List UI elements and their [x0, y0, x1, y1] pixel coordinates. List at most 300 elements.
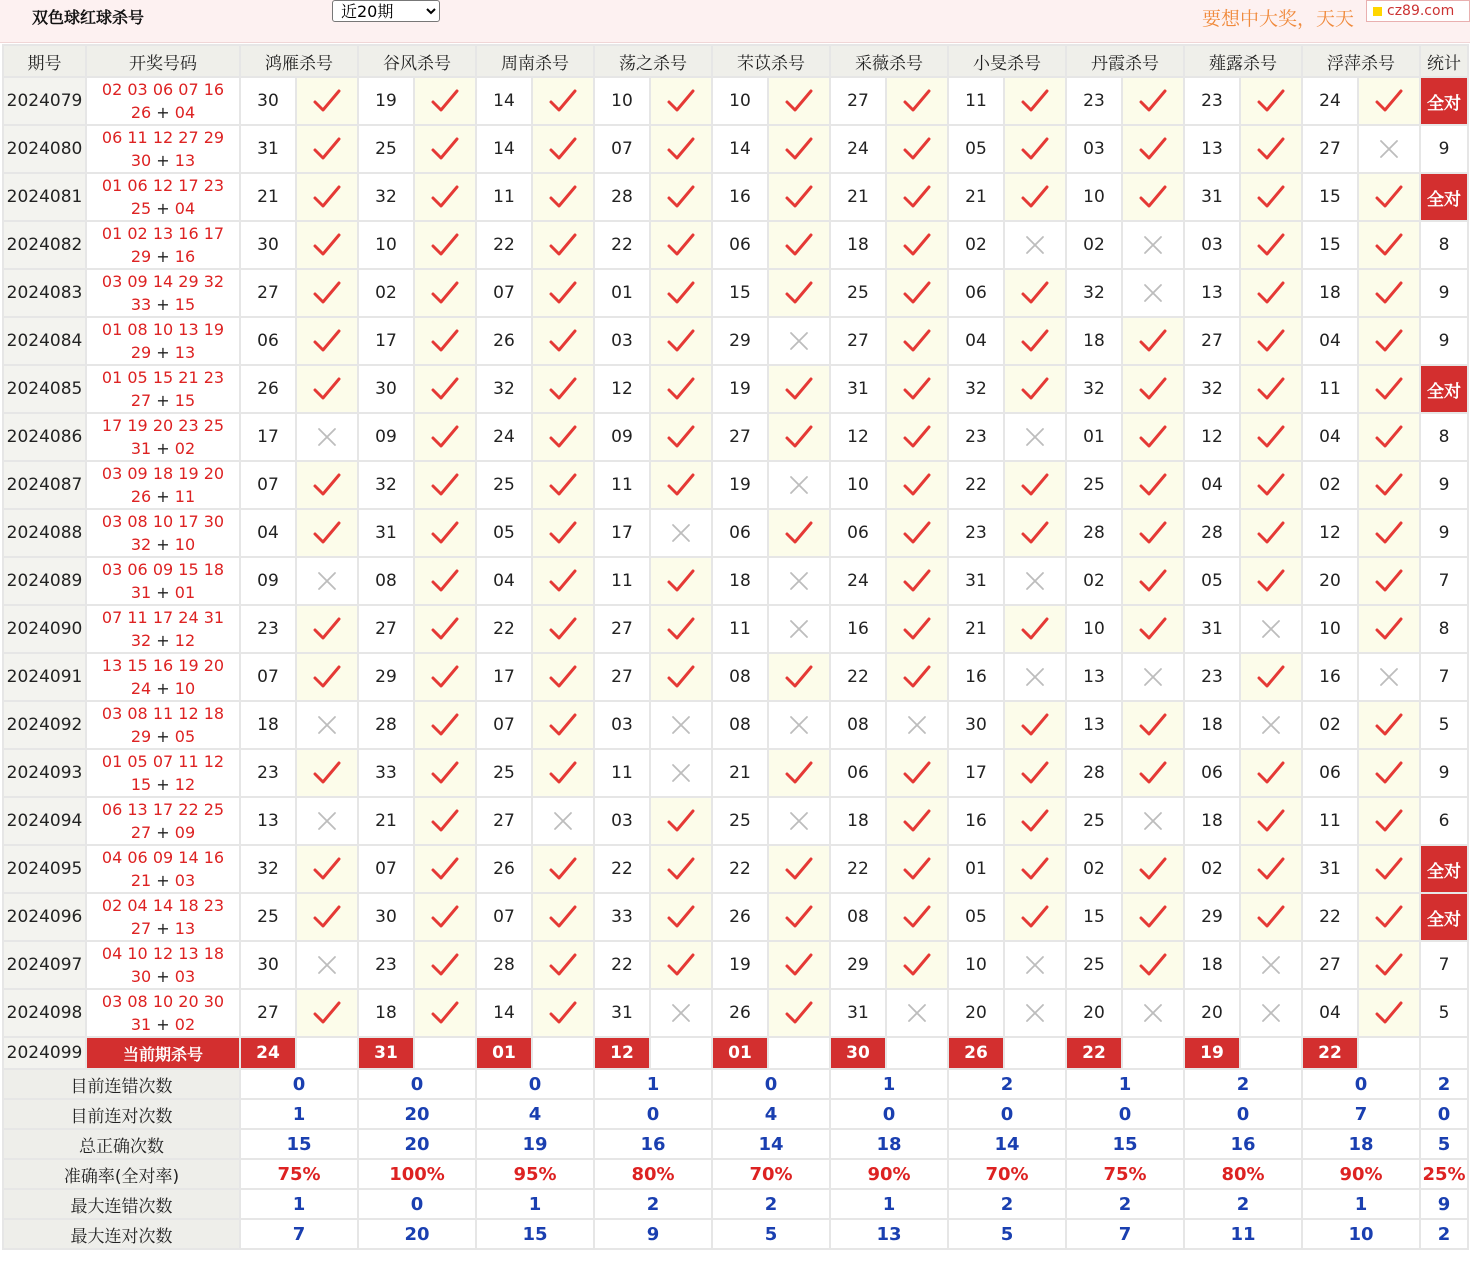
summary-value: 1	[830, 1189, 948, 1219]
check-mark-icon	[1004, 173, 1066, 221]
check-mark-icon	[1122, 749, 1184, 797]
kill-number: 31	[948, 557, 1004, 605]
check-mark-icon	[532, 989, 594, 1037]
plus-separator: +	[151, 439, 175, 458]
kill-number: 18	[1184, 941, 1240, 989]
check-mark-icon	[1122, 941, 1184, 989]
summary-label: 总正确次数	[3, 1129, 240, 1159]
check-mark-icon	[886, 221, 948, 269]
kill-number: 12	[1184, 413, 1240, 461]
summary-value: 0	[594, 1099, 712, 1129]
check-mark-icon	[650, 653, 712, 701]
summary-value: 70%	[712, 1159, 830, 1189]
check-mark-icon	[414, 509, 476, 557]
kill-number: 17	[948, 749, 1004, 797]
table-row	[3, 749, 1468, 797]
empty-cell	[650, 1037, 712, 1069]
check-mark-icon	[532, 125, 594, 173]
current-kill-number: 01	[712, 1037, 768, 1069]
check-mark-icon	[886, 749, 948, 797]
kill-number: 11	[1302, 365, 1358, 413]
issue-number: 2024079	[3, 77, 86, 125]
current-kill-label: 当前期杀号	[86, 1037, 240, 1069]
check-mark-icon	[414, 701, 476, 749]
summary-value: 1	[240, 1099, 358, 1129]
all-correct-badge: 全对	[1420, 845, 1468, 893]
check-mark-icon	[1004, 269, 1066, 317]
check-mark-icon	[650, 845, 712, 893]
blue-ball: 15	[174, 391, 196, 410]
column-header: 统计	[1420, 45, 1468, 77]
red-balls-line1: 02 03 06 07 16	[101, 80, 225, 99]
summary-value: 90%	[1302, 1159, 1420, 1189]
correct-count: 7	[1420, 557, 1468, 605]
summary-value: 0	[358, 1189, 476, 1219]
cross-mark-icon	[1240, 941, 1302, 989]
kill-number: 31	[594, 989, 650, 1037]
kill-number: 02	[1066, 845, 1122, 893]
table-row	[3, 77, 1468, 125]
cross-mark-icon	[768, 317, 830, 365]
empty-cell	[1122, 1037, 1184, 1069]
kill-number: 23	[948, 413, 1004, 461]
red-balls-line1: 01 05 07 11 12	[101, 752, 225, 771]
table-body	[3, 77, 1468, 1249]
plus-separator: +	[151, 487, 175, 506]
page-title: 双色球红球杀号	[32, 8, 145, 27]
kill-number: 01	[948, 845, 1004, 893]
check-mark-icon	[886, 413, 948, 461]
check-mark-icon	[1004, 845, 1066, 893]
cross-mark-icon	[296, 701, 358, 749]
current-kill-number: 30	[830, 1037, 886, 1069]
check-mark-icon	[296, 269, 358, 317]
kill-number: 22	[476, 221, 532, 269]
check-mark-icon	[1122, 173, 1184, 221]
summary-value: 80%	[1184, 1159, 1302, 1189]
correct-count: 9	[1420, 461, 1468, 509]
check-mark-icon	[1358, 701, 1420, 749]
draw-numbers	[86, 989, 240, 1037]
blue-ball: 15	[174, 295, 196, 314]
check-mark-icon	[1122, 317, 1184, 365]
issue-number: 2024089	[3, 557, 86, 605]
check-mark-icon	[886, 605, 948, 653]
correct-count: 5	[1420, 701, 1468, 749]
check-mark-icon	[532, 509, 594, 557]
kill-number: 17	[358, 317, 414, 365]
correct-count: 6	[1420, 797, 1468, 845]
plus-separator: +	[151, 679, 175, 698]
check-mark-icon	[414, 269, 476, 317]
red-balls-line1: 17 19 20 23 25	[101, 416, 225, 435]
check-mark-icon	[532, 221, 594, 269]
check-mark-icon	[296, 317, 358, 365]
check-mark-icon	[650, 893, 712, 941]
kill-number: 22	[594, 845, 650, 893]
plus-separator: +	[151, 823, 175, 842]
blue-ball: 03	[174, 871, 196, 890]
kill-number: 06	[712, 221, 768, 269]
correct-count: 9	[1420, 509, 1468, 557]
check-mark-icon	[650, 413, 712, 461]
check-mark-icon	[768, 893, 830, 941]
current-kill-number: 22	[1302, 1037, 1358, 1069]
kill-number: 03	[594, 701, 650, 749]
kill-number: 24	[830, 125, 886, 173]
check-mark-icon	[1004, 461, 1066, 509]
check-mark-icon	[296, 173, 358, 221]
badge-dot-icon	[1373, 7, 1382, 16]
check-mark-icon	[1240, 893, 1302, 941]
slogan-text: 要想中大奖，天天	[1202, 8, 1355, 30]
kill-number: 16	[1302, 653, 1358, 701]
red-balls-line2: 30	[130, 151, 152, 170]
plus-separator: +	[151, 583, 175, 602]
kill-number: 22	[1302, 893, 1358, 941]
kill-number: 04	[1184, 461, 1240, 509]
summary-total: 2	[1420, 1069, 1468, 1099]
blue-ball: 13	[174, 343, 196, 362]
kill-number: 32	[358, 173, 414, 221]
check-mark-icon	[1240, 365, 1302, 413]
plus-separator: +	[151, 199, 175, 218]
summary-value: 10	[1302, 1219, 1420, 1249]
red-balls-line2: 15	[130, 775, 152, 794]
table-row	[3, 845, 1468, 893]
cross-mark-icon	[768, 701, 830, 749]
red-balls-line1: 03 09 18 19 20	[101, 464, 225, 483]
check-mark-icon	[296, 845, 358, 893]
kill-number: 14	[476, 989, 532, 1037]
red-balls-line1: 03 08 10 20 30	[101, 992, 225, 1011]
cross-mark-icon	[1358, 125, 1420, 173]
kill-number: 05	[948, 125, 1004, 173]
summary-value: 2	[948, 1189, 1066, 1219]
kill-number: 13	[1184, 125, 1240, 173]
plus-separator: +	[151, 535, 175, 554]
table-row	[3, 125, 1468, 173]
correct-count: 7	[1420, 653, 1468, 701]
summary-value: 14	[948, 1129, 1066, 1159]
check-mark-icon	[1358, 317, 1420, 365]
kill-number: 30	[358, 893, 414, 941]
issue-number: 2024086	[3, 413, 86, 461]
kill-number: 10	[948, 941, 1004, 989]
kill-number: 02	[1066, 221, 1122, 269]
kill-number: 27	[240, 989, 296, 1037]
blue-ball: 11	[174, 487, 196, 506]
kill-number: 26	[240, 365, 296, 413]
all-correct-badge: 全对	[1420, 893, 1468, 941]
summary-value: 0	[830, 1099, 948, 1129]
summary-label: 最大连对次数	[3, 1219, 240, 1249]
kill-number: 18	[712, 557, 768, 605]
kill-number: 19	[358, 77, 414, 125]
kill-number: 28	[476, 941, 532, 989]
check-mark-icon	[532, 317, 594, 365]
check-mark-icon	[532, 173, 594, 221]
check-mark-icon	[1358, 221, 1420, 269]
check-mark-icon	[768, 941, 830, 989]
summary-value: 18	[1302, 1129, 1420, 1159]
kill-number: 28	[1184, 509, 1240, 557]
red-balls-line2: 32	[130, 631, 152, 650]
summary-value: 0	[712, 1069, 830, 1099]
kill-number: 06	[240, 317, 296, 365]
summary-value: 70%	[948, 1159, 1066, 1189]
check-mark-icon	[1004, 797, 1066, 845]
summary-row	[3, 1159, 1468, 1189]
column-header: 期号	[3, 45, 86, 77]
check-mark-icon	[1122, 701, 1184, 749]
column-header: 丹霞杀号	[1066, 45, 1184, 77]
current-issue-number: 2024099	[3, 1037, 86, 1069]
check-mark-icon	[650, 221, 712, 269]
kill-number: 01	[1066, 413, 1122, 461]
kill-number: 02	[1302, 461, 1358, 509]
kill-number: 11	[1302, 797, 1358, 845]
check-mark-icon	[886, 461, 948, 509]
period-select[interactable]	[332, 0, 440, 22]
red-balls-line1: 01 08 10 13 19	[101, 320, 225, 339]
column-header: 谷风杀号	[358, 45, 476, 77]
summary-value: 7	[1066, 1219, 1184, 1249]
kill-number: 30	[240, 221, 296, 269]
kill-number: 25	[476, 461, 532, 509]
kill-number: 21	[358, 797, 414, 845]
correct-count: 8	[1420, 605, 1468, 653]
summary-value: 2	[1184, 1069, 1302, 1099]
kill-number: 02	[1184, 845, 1240, 893]
kill-number: 22	[948, 461, 1004, 509]
summary-value: 4	[476, 1099, 594, 1129]
blue-ball: 02	[174, 1015, 196, 1034]
check-mark-icon	[768, 989, 830, 1037]
kill-number: 16	[712, 173, 768, 221]
red-balls-line2: 21	[130, 871, 152, 890]
correct-count: 9	[1420, 749, 1468, 797]
cross-mark-icon	[296, 941, 358, 989]
kill-number: 10	[1066, 173, 1122, 221]
table-header-row	[3, 45, 1468, 77]
cross-mark-icon	[1004, 989, 1066, 1037]
red-balls-line2: 27	[130, 919, 152, 938]
kill-number: 02	[1066, 557, 1122, 605]
kill-number: 06	[712, 509, 768, 557]
kill-number: 11	[948, 77, 1004, 125]
cross-mark-icon	[1122, 797, 1184, 845]
check-mark-icon	[1358, 797, 1420, 845]
kill-number: 27	[240, 269, 296, 317]
check-mark-icon	[296, 893, 358, 941]
kill-number: 04	[240, 509, 296, 557]
current-kill-number: 26	[948, 1037, 1004, 1069]
correct-count: 8	[1420, 221, 1468, 269]
summary-value: 16	[1184, 1129, 1302, 1159]
kill-number: 11	[476, 173, 532, 221]
all-correct-badge: 全对	[1420, 173, 1468, 221]
cross-mark-icon	[1122, 989, 1184, 1037]
check-mark-icon	[650, 605, 712, 653]
draw-numbers	[86, 797, 240, 845]
check-mark-icon	[296, 749, 358, 797]
check-mark-icon	[414, 653, 476, 701]
check-mark-icon	[1240, 269, 1302, 317]
kill-number: 03	[594, 797, 650, 845]
check-mark-icon	[1358, 413, 1420, 461]
check-mark-icon	[1240, 845, 1302, 893]
column-header: 开奖号码	[86, 45, 240, 77]
summary-value: 20	[358, 1219, 476, 1249]
table-row	[3, 605, 1468, 653]
check-mark-icon	[296, 653, 358, 701]
summary-value: 2	[1066, 1189, 1184, 1219]
red-balls-line2: 24	[130, 679, 152, 698]
check-mark-icon	[650, 365, 712, 413]
kill-number: 01	[594, 269, 650, 317]
kill-number: 10	[594, 77, 650, 125]
issue-number: 2024085	[3, 365, 86, 413]
column-header: 鸿雁杀号	[240, 45, 358, 77]
issue-number: 2024087	[3, 461, 86, 509]
check-mark-icon	[1122, 365, 1184, 413]
kill-number: 23	[240, 749, 296, 797]
site-badge[interactable]	[1366, 0, 1470, 22]
plus-separator: +	[151, 103, 175, 122]
red-balls-line1: 01 05 15 21 23	[101, 368, 225, 387]
kill-number: 30	[240, 77, 296, 125]
check-mark-icon	[1240, 77, 1302, 125]
check-mark-icon	[414, 941, 476, 989]
check-mark-icon	[886, 797, 948, 845]
summary-row	[3, 1069, 1468, 1099]
summary-value: 2	[948, 1069, 1066, 1099]
check-mark-icon	[650, 941, 712, 989]
red-balls-line2: 33	[130, 295, 152, 314]
blue-ball: 10	[174, 679, 196, 698]
kill-number: 26	[476, 317, 532, 365]
current-kill-number: 24	[240, 1037, 296, 1069]
cross-mark-icon	[1240, 605, 1302, 653]
check-mark-icon	[1122, 845, 1184, 893]
red-balls-line1: 06 11 12 27 29	[101, 128, 225, 147]
draw-numbers	[86, 941, 240, 989]
cross-mark-icon	[1240, 701, 1302, 749]
kill-number: 06	[830, 749, 886, 797]
check-mark-icon	[1122, 509, 1184, 557]
table-row	[3, 701, 1468, 749]
check-mark-icon	[886, 317, 948, 365]
summary-value: 0	[1184, 1099, 1302, 1129]
cross-mark-icon	[1358, 653, 1420, 701]
summary-value: 0	[240, 1069, 358, 1099]
kill-number: 07	[476, 701, 532, 749]
current-kill-number: 19	[1184, 1037, 1240, 1069]
kill-number: 04	[476, 557, 532, 605]
empty-cell	[532, 1037, 594, 1069]
red-balls-line1: 04 06 09 14 16	[101, 848, 225, 867]
kill-number: 30	[948, 701, 1004, 749]
plus-separator: +	[151, 247, 175, 266]
check-mark-icon	[414, 77, 476, 125]
summary-value: 1	[476, 1189, 594, 1219]
check-mark-icon	[1004, 77, 1066, 125]
column-header: 采薇杀号	[830, 45, 948, 77]
summary-value: 1	[594, 1069, 712, 1099]
check-mark-icon	[1004, 125, 1066, 173]
column-header: 周南杀号	[476, 45, 594, 77]
summary-total: 0	[1420, 1099, 1468, 1129]
issue-number: 2024082	[3, 221, 86, 269]
check-mark-icon	[1358, 749, 1420, 797]
draw-numbers	[86, 125, 240, 173]
kill-number: 30	[240, 941, 296, 989]
summary-label: 最大连错次数	[3, 1189, 240, 1219]
blue-ball: 04	[174, 103, 196, 122]
issue-number: 2024095	[3, 845, 86, 893]
kill-number: 15	[712, 269, 768, 317]
kill-number: 20	[1302, 557, 1358, 605]
kill-number: 24	[1302, 77, 1358, 125]
draw-numbers	[86, 749, 240, 797]
kill-number: 08	[830, 701, 886, 749]
red-balls-line1: 01 02 13 16 17	[101, 224, 225, 243]
all-correct-badge: 全对	[1420, 77, 1468, 125]
kill-number: 06	[1184, 749, 1240, 797]
draw-numbers	[86, 221, 240, 269]
plus-separator: +	[151, 775, 175, 794]
kill-number: 10	[358, 221, 414, 269]
table-row	[3, 797, 1468, 845]
cross-mark-icon	[296, 797, 358, 845]
kill-number: 25	[1066, 461, 1122, 509]
check-mark-icon	[1122, 893, 1184, 941]
cross-mark-icon	[650, 749, 712, 797]
red-balls-line2: 26	[130, 487, 152, 506]
blue-ball: 04	[174, 199, 196, 218]
red-balls-line2: 31	[130, 1015, 152, 1034]
cross-mark-icon	[886, 701, 948, 749]
kill-number: 06	[948, 269, 1004, 317]
kill-number: 15	[1066, 893, 1122, 941]
red-balls-line2: 25	[130, 199, 152, 218]
kill-number: 28	[358, 701, 414, 749]
cross-mark-icon	[532, 797, 594, 845]
draw-numbers	[86, 77, 240, 125]
kill-number: 21	[712, 749, 768, 797]
summary-value: 15	[240, 1129, 358, 1159]
plus-separator: +	[151, 631, 175, 650]
kill-number: 07	[358, 845, 414, 893]
check-mark-icon	[886, 653, 948, 701]
table-row	[3, 221, 1468, 269]
kill-number: 13	[1066, 701, 1122, 749]
check-mark-icon	[414, 125, 476, 173]
summary-value: 75%	[240, 1159, 358, 1189]
draw-numbers	[86, 173, 240, 221]
empty-cell	[296, 1037, 358, 1069]
table-row	[3, 989, 1468, 1037]
check-mark-icon	[886, 557, 948, 605]
kill-number: 22	[594, 941, 650, 989]
kill-number: 17	[240, 413, 296, 461]
check-mark-icon	[1240, 653, 1302, 701]
kill-number: 31	[830, 365, 886, 413]
check-mark-icon	[532, 845, 594, 893]
red-balls-line1: 07 11 17 24 31	[101, 608, 225, 627]
kill-number: 12	[830, 413, 886, 461]
